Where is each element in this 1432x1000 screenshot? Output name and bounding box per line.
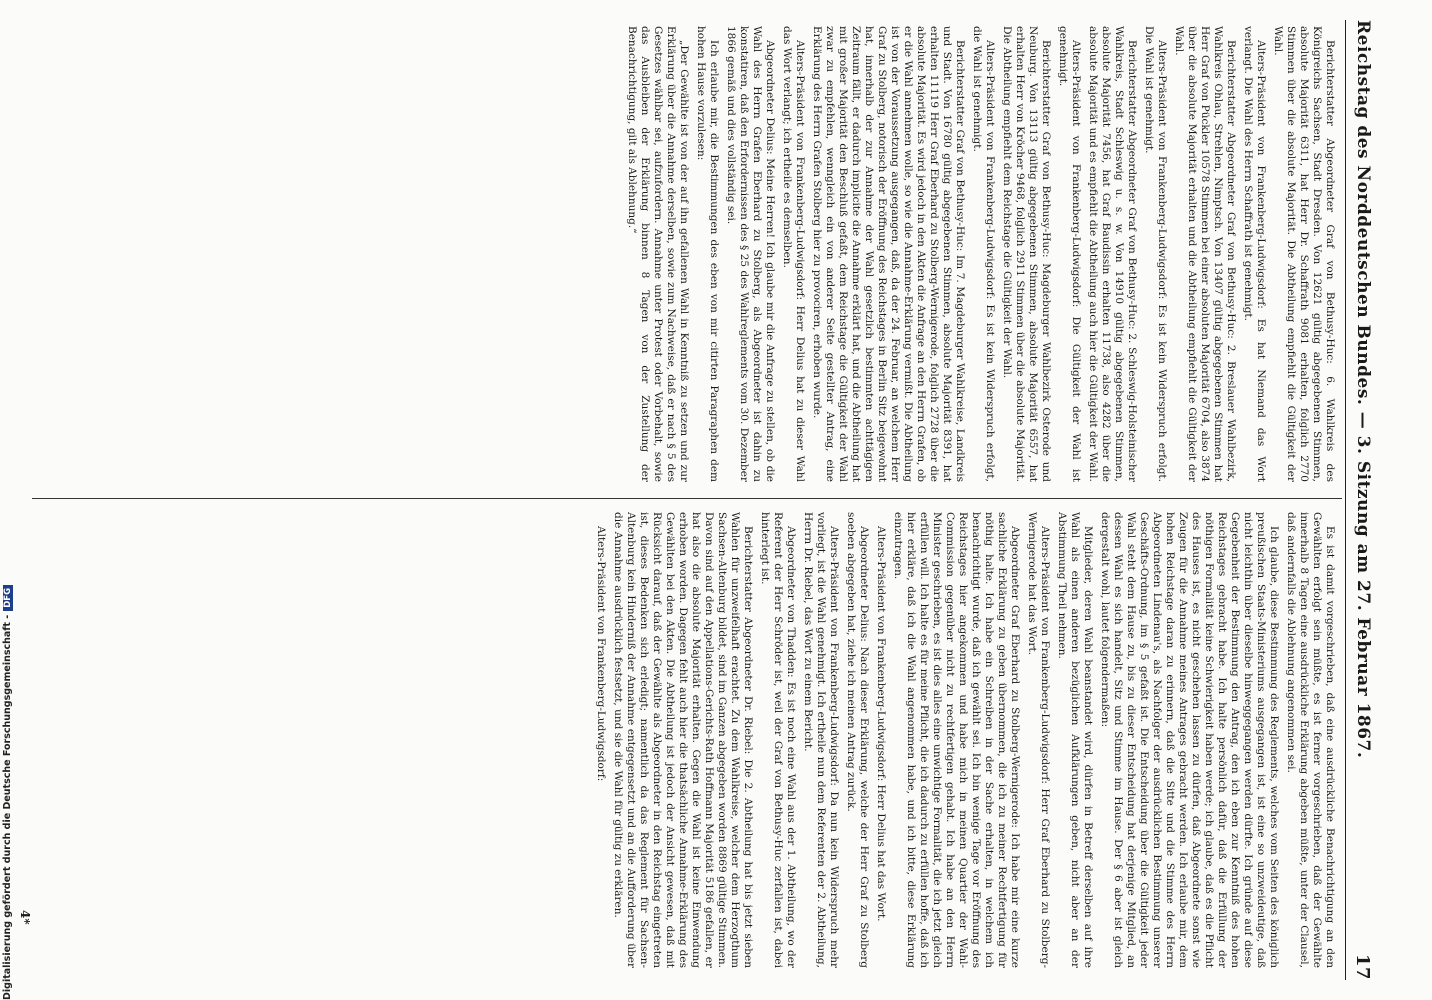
paragraph: Berichterstatter Graf von Bethusy-Huc: Im 7. Magdeburger Wahlkreise, Landkreis und Stadt. Von 16780 gültig abgegebenen Stimmen, absolute Majorität 8391, hat erhalten 11119 Herr Graf Eberhard zu Stolberg-Wernigerode, folglich 2728 über die absolute Majorität. Es wird jedoch in den Akten die Anfrage an den Herrn Grafen, ob er die Wahl annehmen wolle, so wie die Annahme-Erklärung vermißt. Die Abtheilung ist von der Voraussetzung ausgegangen, daß, da der 24. Februar, an welchem Herr Graf zu Stolberg, notorisch der Eröffnung des Reichstages in Berlin Sitz beigewohnt hat, innerhalb der zur Annahme der Wahl gesetzlich bestimmten achttägigen Zeitraum fällt, er dadurch implicite die Annahme erklärt hat, und die Abtheilung hat mit großer Majorität den Beschluß gefaßt, dem Reichstage die Gültigkeit der Wahl zwar zu empfehlen, wenngleich ein von anderer Seite gestellter Antrag, eine Erklärung des Herrn Grafen Stolberg hier zu provociren, erhoben wurde. xyxy=(811,26,966,482)
rotated-page xyxy=(16,20,1376,980)
signature-mark: 4* xyxy=(18,910,32,925)
column-divider xyxy=(32,498,1342,499)
paragraph: Ich erlaube mir, die Bestimmungen des eben von mir citirten Paragraphen dem hohen Hause vorzulesen: xyxy=(695,26,720,482)
paragraph: Es ist damit vorgeschrieben, daß eine ausdrückliche Benachrichtigung an den Gewählten erfolgt sein müßte, es ist ferner vorgeschrieben, daß der Gewählte innerhalb 8 Tagen eine ausdrückliche Erklärung abgeben müßte, unter der Clausel, daß andernfalls die Ablehnung angenommen sei. xyxy=(1285,512,1336,968)
dfg-logo: DFG xyxy=(3,585,13,611)
paragraph: Abgeordneter Graf Eberhard zu Stolberg-Wernigerode: Ich habe mir eine kurze sachliche Erklärung zu geben übernommen, die ich zu meiner Rechtfertigung für nöthig halte. Ich habe ein Schreiben in der Sache erhalten, in welchem ich benachrichtigt wurde, daß ich gewählt sei. Ich bin wenige Tage vor Eröffnung des Reichstages hier angekommen und habe mich in meinen Quartier der Wahl-Commission gegenüber nicht zu rechtfertigen gehabt. Ich habe an den Herrn Minister geschrieben, es ist dies alles eine unwichtige Formalität, die ich jetzt gleich erfüllen will. Ich halte es für meine Pflicht, die ich dadurch zu erfüllen hoffe, daß ich hier erkläre, daß ich die Wahl angenommen habe, und ich bitte, diese Erklärung einzutragen. xyxy=(892,512,1021,968)
paragraph: „Der Gewählte ist von der auf ihn gefallenen Wahl in Kenntniß zu setzen und zur Erklärung über die Annahme derselben, sowie zum Nachweise, daß er nach § 5 des Gesetzes wählbar sei, aufzufordern. Annahme unter Protest oder Vorbehalt, sowie das Ausbleiben der Erklärung binnen 8 Tagen von der Zustellung der Benachrichtigung, gilt als Ablehnung.“ xyxy=(626,26,690,482)
paragraph: Ich glaube, diese Bestimmung des Reglements, welches vom Seiten des königlich preußischen Staats-Ministeriums ausgegangen ist, ist eine so unzweideutige, daß nicht leichthin über dieselbe hinweggegangen werden dürfte. Ich gründe auf diese Gegebenheit der Bestimmung den Antrag, den ich eben zur Kenntniß des hohen Reichstages gebracht habe. Ich halte persönlich dafür, daß die Erfüllung der nöthigen Formalität keine Schwierigkeit haben werde; ich glaube, daß es die Pflicht des Hauses ist, es nicht geschehen lassen zu dürfen, daß Abgeordnete sonst wie Zeugen für die Annahme meines Antrages gebracht werden. Ich erlaube mir, dem hohen Reichstage daran zu erinnern, daß die Sitte und die Stimme des Herrn Abgeordneten Lindenau's, als Nachfolger der ausdrücklichen Bestimmung unserer Geschäfts-Ordnung, im § 5 gefaßt ist. Die Entscheidung über die Gültigkeit jeder Wahl steht dem Hause zu, bis zu dieser Entscheidung hat derjenige Mitglied, an dessen Wahl es sich handelt, Sitz und Stimme im Hause. Der § 6 aber ist gleich dergestalt wohl, lautet folgendermaßen: xyxy=(1099,512,1280,968)
paragraph: Berichterstatter Graf von Bethusy-Huc: Magdeburger Wahlbezirk Osterode und Neuburg. Von 13113 gültig abgegebenen Stimmen, absolute Majorität 6557, hat erhalten Herr von Kröcher 9468, folglich 2911 Stimmen über die absolute Majorität. Die Abtheilung empfiehlt dem Reichstage die Gültigkeit der Wahl. xyxy=(1001,26,1052,482)
paragraph: Alters-Präsident von Frankenberg-Ludwigsdorf: Es hat Niemand das Wort verlangt. Die Wahl des Herrn Schaffrath ist genehmigt. xyxy=(1242,26,1267,482)
running-header xyxy=(1350,20,1376,980)
paragraph: Berichterstatter Abgeordneter Graf von Bethusy-Huc: 2. Schleswig-Holsteinischer Wahlkreis, Stadt Schleswig u. s. w. Von 14910 gültig abgegebenen Stimmen, absolute Majorität 7456, hat Graf Baudissin erhalten 11738, also 4282 über die absolute Majorität und es empfiehlt die Abtheilung auch hier die Gültigkeit der Wahl. xyxy=(1087,26,1138,482)
paragraph: Alters-Präsident von Frankenberg-Ludwigsdorf: Herr Graf Eberhard zu Stolberg-Wernigerode hat das Wort. xyxy=(1026,512,1051,968)
paragraph: Abgeordneter Delius: Meine Herren! Ich glaube mir die Anfrage zu stellen, ob die Wahl des Herrn Grafen Eberhard zu Stolberg, als Abgeordneter ist dahin zu konstatiren, daß den Erfordernissen des § 25 des Wahlreglements vom 30. Dezember 1866 gemäß und dies vollständig sei. xyxy=(725,26,776,482)
paragraph: Alters-Präsident von Frankenberg-Ludwigsdorf: Die Gültigkeit der Wahl ist genehmigt. xyxy=(1057,26,1082,482)
credit-text: Digitalisierung gefördert durch die Deutsche Forschungsgemeinschaft - xyxy=(2,614,13,1000)
paragraph: Abgeordneter von Thadden: Es ist noch eine Wahl aus der 1. Abtheilung, wo der Referent der Herr Schröder ist, weil der Graf von Bethusy-Huc zerfallen ist, dabei hinterlegt ist. xyxy=(759,512,797,968)
page-number: 17 xyxy=(1352,953,1374,980)
left-column xyxy=(36,26,1336,482)
paragraph: Berichterstatter Abgeordneter Graf von Bethusy-Huc: 2. Breslauer Wahlbezirk, Wahlkreis Ohlau, Strehlen, Nimptsch. Von 13407 gültig abgegebenen Stimmen hat Herr Graf von Pückler 10578 Stimmen bei einer absoluten Majorität 6704, also 3874 über die absolute Majorität erhalten und die Abtheilung empfiehlt die Gültigkeit der Wahl. xyxy=(1173,26,1237,482)
paragraph: Alters-Präsident von Frankenberg-Ludwigsdorf: Es ist kein Widerspruch erfolgt, die Wahl ist genehmigt. xyxy=(971,26,996,482)
header-title: Reichstag des Norddeutschen Bundes. — 3. Sitzung am 27. Februar 1867. xyxy=(1353,20,1373,759)
paragraph: Alters-Präsident von Frankenberg-Ludwigsdorf: Da nun kein Widerspruch mehr vorliegt, ist die Wahl genehmigt. Ich ertheile nun dem Referenten der 2. Abtheilung, Herrn Dr. Riebel, das Wort zu einem Bericht. xyxy=(802,512,840,968)
paragraph: Abgeordneter Delius: Nach dieser Erklärung, welche der Herr Graf zu Stolberg soeben abgegeben hat, ziehe ich meinen Antrag zurück. xyxy=(845,512,870,968)
paragraph: Mitglieder, deren Wahl beanstandet wird, dürfen in Betreff derselben auf ihre Wahl als einen anderen bezüglichen Aufklärungen geben, nicht aber an der Abstimmung Theil nehmen. xyxy=(1056,512,1094,968)
paragraph: Alters-Präsident von Frankenberg-Ludwigsdorf: Herr Delius hat das Wort. xyxy=(875,526,887,922)
paragraph: Alters-Präsident von Frankenberg-Ludwigsdorf: Es ist kein Widerspruch erfolgt. Die Wahl ist genehmigt. xyxy=(1143,26,1168,482)
paragraph: Berichterstatter Abgeordneter Graf von Bethusy-Huc: 6. Wahlkreis des Königreichs Sachsen, Stadt Dresden. Von 12621 gültig abgegebenen Stimmen, absolute Majorität 6311, hat Herr Dr. Schaffrath 9081 erhalten, folglich 2770 Stimmen über die absolute Majorität. Die Abtheilung empfiehlt die Gültigkeit der Wahl. xyxy=(1272,26,1336,482)
paragraph: Berichterstatter Abgeordneter Dr. Riebel: Die 2. Abtheilung hat bis jetzt sieben Wahlen für unzweifelhaft erachtet. Zu dem Wahlkreise, welcher dem Herzogthum Sachsen-Altenburg bildet, sind im Ganzen abgegeben worden 8869 gültige Stimmen. Davon sind auf den Appellations-Gerichts-Rath Hoffmann Majorität 5186 gefallen, er hat also die absolute Majorität erhalten. Gegen die Wahl ist keine Einwendung erhoben worden. Dagegen fehlt auch hier die thatsächliche Annahme-Erklärung des Gewählten bei den Akten. Die Abtheilung ist jedoch der Ansicht gewesen, daß mit Rücksicht darauf, daß der Gewählte als Abgeordneter in den Reichstag eingetreten ist, dieses Bedenken sich erledigt; namentlich da das Reglement für Sachsen-Altenburg kein Hinderniß der Annahme entgegensetzt und an die Aufforderung über die Annahme ausdrücklich festsetzt, und sie die Wahl für gültig zu erklären. xyxy=(612,512,754,968)
header-rule xyxy=(1345,20,1346,980)
paragraph: Alters-Präsident von Frankenberg-Ludwigsdorf: xyxy=(595,526,607,782)
right-column xyxy=(36,512,1336,968)
paragraph: Alters-Präsident von Frankenberg-Ludwigsdorf: Herr Delius hat zu dieser Wahl das Wort verlangt; ich ertheile es demselben. xyxy=(781,26,806,482)
